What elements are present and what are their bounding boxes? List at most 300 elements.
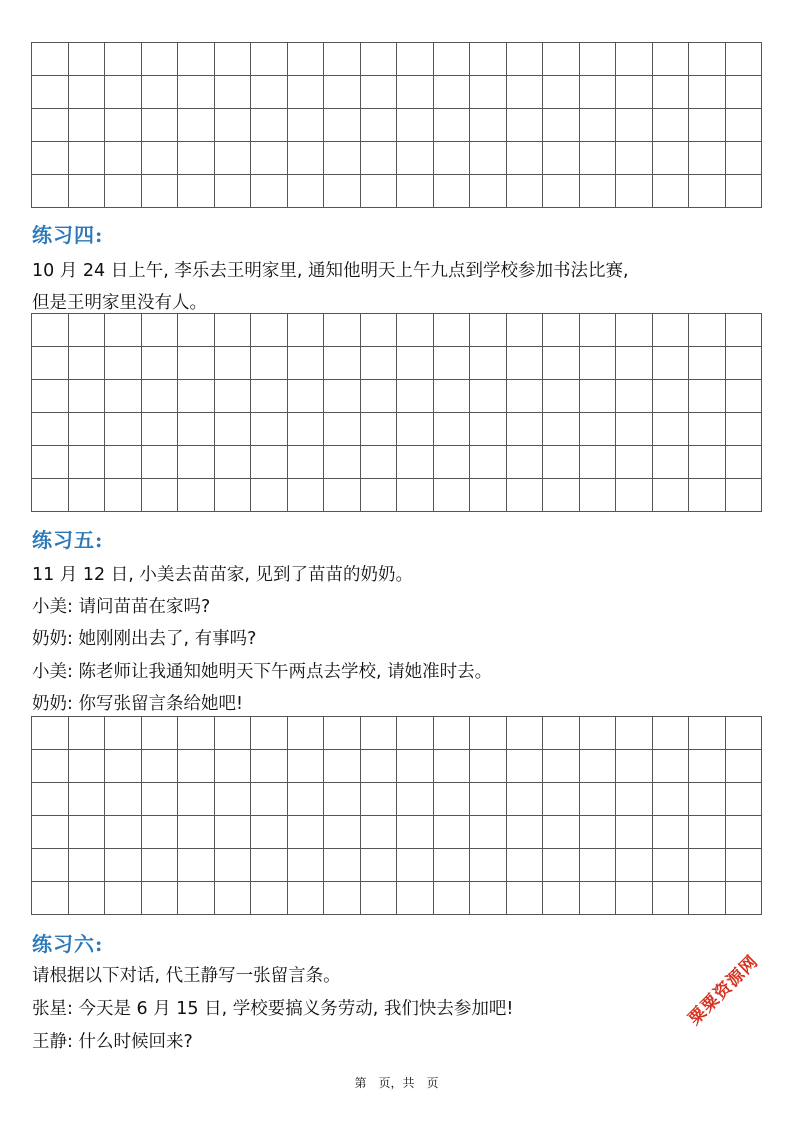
grid-cell: [69, 347, 106, 380]
grid-cell: [324, 109, 361, 142]
grid-cell: [434, 849, 471, 882]
grid-cell: [726, 347, 763, 380]
grid-cell: [507, 142, 544, 175]
grid-cell: [69, 783, 106, 816]
grid-cell: [142, 43, 179, 76]
grid-cell: [653, 175, 690, 208]
grid-cell: [616, 43, 653, 76]
grid-cell: [616, 175, 653, 208]
grid-cell: [251, 142, 288, 175]
grid-cell: [178, 380, 215, 413]
grid-cell: [470, 849, 507, 882]
grid-cell: [434, 76, 471, 109]
grid-cell: [689, 175, 726, 208]
grid-cell: [69, 750, 106, 783]
grid-cell: [434, 413, 471, 446]
grid-cell: [616, 750, 653, 783]
grid-cell: [324, 142, 361, 175]
grid-cell: [470, 142, 507, 175]
grid-cell: [178, 314, 215, 347]
grid-cell: [470, 109, 507, 142]
grid-cell: [653, 479, 690, 512]
grid-cell: [543, 783, 580, 816]
grid-cell: [105, 849, 142, 882]
grid-cell: [616, 849, 653, 882]
grid-cell: [361, 380, 398, 413]
grid-cell: [215, 347, 252, 380]
grid-cell: [470, 175, 507, 208]
grid-cell: [178, 783, 215, 816]
grid-cell: [324, 446, 361, 479]
grid-cell: [470, 413, 507, 446]
grid-cell: [543, 175, 580, 208]
grid-cell: [32, 43, 69, 76]
grid-cell: [543, 446, 580, 479]
grid-cell: [616, 717, 653, 750]
grid-cell: [580, 479, 617, 512]
grid-cell: [142, 76, 179, 109]
grid-cell: [653, 413, 690, 446]
grid-cell: [507, 750, 544, 783]
grid-cell: [397, 347, 434, 380]
grid-cell: [178, 43, 215, 76]
grid-cell: [543, 43, 580, 76]
grid-cell: [105, 413, 142, 446]
grid-cell: [251, 882, 288, 915]
grid-cell: [105, 446, 142, 479]
grid-cell: [616, 142, 653, 175]
grid-cell: [32, 479, 69, 512]
grid-cell: [434, 142, 471, 175]
grid-cell: [288, 882, 325, 915]
grid-cell: [361, 849, 398, 882]
grid-cell: [507, 479, 544, 512]
grid-cell: [580, 446, 617, 479]
grid-cell: [178, 816, 215, 849]
grid-cell: [361, 76, 398, 109]
grid-cell: [580, 175, 617, 208]
grid-cell: [543, 849, 580, 882]
grid-cell: [215, 413, 252, 446]
grid-cell: [434, 446, 471, 479]
grid-cell: [653, 347, 690, 380]
grid-cell: [616, 347, 653, 380]
grid-cell: [689, 849, 726, 882]
grid-cell: [178, 347, 215, 380]
grid-cell: [543, 413, 580, 446]
grid-cell: [689, 109, 726, 142]
grid-cell: [178, 142, 215, 175]
grid-cell: [215, 479, 252, 512]
grid-cell: [142, 347, 179, 380]
grid-cell: [251, 76, 288, 109]
grid-cell: [142, 109, 179, 142]
grid-cell: [105, 783, 142, 816]
grid-cell: [32, 717, 69, 750]
grid-cell: [324, 380, 361, 413]
section6-text-line-1: 请根据以下对话, 代王静写一张留言条。: [32, 966, 341, 986]
grid-cell: [142, 816, 179, 849]
grid-cell: [288, 717, 325, 750]
grid-cell: [69, 76, 106, 109]
grid-cell: [142, 142, 179, 175]
grid-cell: [69, 142, 106, 175]
grid-cell: [543, 142, 580, 175]
grid-cell: [470, 717, 507, 750]
grid-cell: [689, 479, 726, 512]
grid-cell: [324, 783, 361, 816]
grid-cell: [32, 347, 69, 380]
grid-cell: [288, 816, 325, 849]
grid-cell: [105, 142, 142, 175]
grid-cell: [580, 413, 617, 446]
grid-cell: [69, 175, 106, 208]
grid-cell: [142, 413, 179, 446]
grid-cell: [142, 479, 179, 512]
grid-cell: [288, 849, 325, 882]
grid-cell: [361, 816, 398, 849]
section5-text-line-5: 奶奶: 你写张留言条给她吧!: [32, 694, 243, 714]
grid-cell: [507, 175, 544, 208]
grid-cell: [105, 750, 142, 783]
grid-cell: [288, 142, 325, 175]
grid-cell: [288, 109, 325, 142]
grid-cell: [653, 717, 690, 750]
grid-cell: [653, 43, 690, 76]
grid-cell: [470, 76, 507, 109]
grid-cell: [215, 783, 252, 816]
grid-cell: [251, 849, 288, 882]
grid-cell: [470, 446, 507, 479]
grid-cell: [653, 783, 690, 816]
grid-cell: [507, 76, 544, 109]
page-footer: 第 页，共 页: [354, 1076, 439, 1090]
grid-cell: [397, 142, 434, 175]
grid-cell: [178, 717, 215, 750]
grid-cell: [361, 446, 398, 479]
grid-cell: [434, 750, 471, 783]
grid-cell: [616, 882, 653, 915]
grid-cell: [543, 717, 580, 750]
grid-cell: [543, 314, 580, 347]
grid-cell: [178, 446, 215, 479]
grid-cell: [616, 109, 653, 142]
grid-cell: [32, 413, 69, 446]
grid-cell: [470, 347, 507, 380]
watermark-stamp: 粟粟资源网: [684, 951, 763, 1030]
writing-grid-3: [31, 716, 762, 915]
grid-cell: [251, 380, 288, 413]
grid-cell: [580, 76, 617, 109]
section-heading-4: 练习四:: [32, 223, 104, 247]
grid-cell: [288, 347, 325, 380]
grid-cell: [543, 882, 580, 915]
grid-cell: [215, 750, 252, 783]
grid-cell: [324, 175, 361, 208]
grid-cell: [251, 750, 288, 783]
grid-cell: [361, 43, 398, 76]
grid-cell: [689, 142, 726, 175]
grid-cell: [689, 347, 726, 380]
grid-cell: [653, 750, 690, 783]
grid-cell: [69, 413, 106, 446]
grid-cell: [105, 76, 142, 109]
grid-cell: [178, 109, 215, 142]
grid-cell: [361, 783, 398, 816]
grid-cell: [616, 380, 653, 413]
grid-cell: [434, 479, 471, 512]
grid-cell: [616, 76, 653, 109]
grid-cell: [580, 783, 617, 816]
grid-cell: [726, 413, 763, 446]
grid-cell: [288, 43, 325, 76]
grid-cell: [507, 380, 544, 413]
grid-cell: [726, 783, 763, 816]
grid-cell: [69, 446, 106, 479]
grid-cell: [507, 446, 544, 479]
grid-cell: [361, 109, 398, 142]
grid-cell: [324, 347, 361, 380]
grid-cell: [543, 347, 580, 380]
grid-cell: [361, 142, 398, 175]
grid-cell: [726, 109, 763, 142]
grid-cell: [361, 750, 398, 783]
section5-text-line-1: 11 月 12 日, 小美去苗苗家, 见到了苗苗的奶奶。: [32, 565, 413, 585]
grid-cell: [215, 314, 252, 347]
grid-cell: [324, 43, 361, 76]
grid-cell: [69, 717, 106, 750]
section6-text-line-2: 张星: 今天是 6 月 15 日, 学校要搞义务劳动, 我们快去参加吧!: [32, 999, 514, 1019]
grid-cell: [361, 175, 398, 208]
grid-cell: [653, 109, 690, 142]
grid-cell: [397, 717, 434, 750]
grid-cell: [288, 750, 325, 783]
grid-cell: [580, 717, 617, 750]
grid-cell: [616, 314, 653, 347]
grid-cell: [215, 849, 252, 882]
grid-cell: [105, 380, 142, 413]
grid-cell: [288, 76, 325, 109]
grid-cell: [105, 109, 142, 142]
grid-cell: [434, 783, 471, 816]
grid-cell: [215, 109, 252, 142]
grid-cell: [580, 314, 617, 347]
section4-text-line-2: 但是王明家里没有人。: [32, 293, 207, 313]
grid-cell: [215, 882, 252, 915]
grid-cell: [507, 783, 544, 816]
grid-cell: [726, 750, 763, 783]
grid-cell: [543, 380, 580, 413]
grid-cell: [470, 43, 507, 76]
grid-cell: [580, 750, 617, 783]
grid-cell: [689, 380, 726, 413]
grid-cell: [32, 380, 69, 413]
grid-cell: [69, 849, 106, 882]
grid-cell: [397, 882, 434, 915]
grid-cell: [251, 717, 288, 750]
grid-cell: [580, 849, 617, 882]
grid-cell: [543, 109, 580, 142]
grid-cell: [507, 413, 544, 446]
grid-cell: [251, 446, 288, 479]
grid-cell: [653, 142, 690, 175]
grid-cell: [142, 717, 179, 750]
grid-cell: [653, 816, 690, 849]
grid-cell: [507, 109, 544, 142]
grid-cell: [689, 717, 726, 750]
grid-cell: [32, 314, 69, 347]
grid-cell: [616, 816, 653, 849]
grid-cell: [69, 109, 106, 142]
grid-cell: [726, 76, 763, 109]
grid-cell: [434, 717, 471, 750]
grid-cell: [726, 43, 763, 76]
grid-cell: [32, 175, 69, 208]
grid-cell: [324, 750, 361, 783]
grid-cell: [689, 76, 726, 109]
grid-cell: [69, 882, 106, 915]
grid-cell: [251, 175, 288, 208]
grid-cell: [397, 314, 434, 347]
grid-cell: [434, 175, 471, 208]
grid-cell: [507, 882, 544, 915]
section6-text-line-3: 王静: 什么时候回来?: [32, 1032, 193, 1052]
grid-cell: [142, 175, 179, 208]
section5-text-line-4: 小美: 陈老师让我通知她明天下午两点去学校, 请她准时去。: [32, 662, 493, 682]
grid-cell: [397, 750, 434, 783]
grid-cell: [397, 43, 434, 76]
grid-cell: [105, 479, 142, 512]
grid-cell: [142, 446, 179, 479]
grid-cell: [470, 816, 507, 849]
grid-cell: [178, 76, 215, 109]
grid-cell: [726, 717, 763, 750]
grid-cell: [434, 380, 471, 413]
grid-cell: [69, 314, 106, 347]
grid-cell: [105, 816, 142, 849]
grid-cell: [470, 380, 507, 413]
grid-cell: [288, 783, 325, 816]
grid-cell: [251, 413, 288, 446]
grid-cell: [543, 750, 580, 783]
grid-cell: [580, 347, 617, 380]
grid-cell: [689, 446, 726, 479]
section5-text-line-2: 小美: 请问苗苗在家吗?: [32, 597, 211, 617]
grid-cell: [653, 76, 690, 109]
grid-cell: [689, 43, 726, 76]
grid-cell: [288, 175, 325, 208]
grid-cell: [397, 479, 434, 512]
grid-cell: [215, 43, 252, 76]
grid-cell: [142, 314, 179, 347]
grid-cell: [32, 783, 69, 816]
grid-cell: [178, 479, 215, 512]
grid-cell: [361, 347, 398, 380]
grid-cell: [397, 413, 434, 446]
grid-cell: [178, 882, 215, 915]
grid-cell: [653, 849, 690, 882]
grid-cell: [580, 882, 617, 915]
grid-cell: [251, 783, 288, 816]
grid-cell: [726, 380, 763, 413]
grid-cell: [470, 783, 507, 816]
grid-cell: [105, 347, 142, 380]
grid-cell: [288, 446, 325, 479]
grid-cell: [215, 446, 252, 479]
grid-cell: [178, 175, 215, 208]
grid-cell: [434, 314, 471, 347]
grid-cell: [178, 849, 215, 882]
grid-cell: [397, 380, 434, 413]
grid-cell: [69, 380, 106, 413]
grid-cell: [580, 380, 617, 413]
grid-cell: [69, 816, 106, 849]
grid-cell: [726, 446, 763, 479]
grid-cell: [215, 142, 252, 175]
grid-cell: [507, 347, 544, 380]
grid-cell: [689, 413, 726, 446]
grid-cell: [324, 413, 361, 446]
grid-cell: [69, 479, 106, 512]
grid-cell: [178, 413, 215, 446]
grid-cell: [470, 314, 507, 347]
grid-cell: [726, 142, 763, 175]
grid-cell: [616, 446, 653, 479]
grid-cell: [105, 43, 142, 76]
grid-cell: [397, 816, 434, 849]
grid-cell: [470, 479, 507, 512]
grid-cell: [397, 849, 434, 882]
grid-cell: [507, 816, 544, 849]
grid-cell: [324, 314, 361, 347]
grid-cell: [726, 849, 763, 882]
grid-cell: [32, 882, 69, 915]
grid-cell: [616, 783, 653, 816]
grid-cell: [251, 314, 288, 347]
grid-cell: [653, 446, 690, 479]
grid-cell: [507, 43, 544, 76]
grid-cell: [324, 76, 361, 109]
grid-cell: [324, 816, 361, 849]
grid-cell: [32, 446, 69, 479]
grid-cell: [324, 849, 361, 882]
writing-grid-1: [31, 42, 762, 208]
grid-cell: [142, 882, 179, 915]
grid-cell: [580, 43, 617, 76]
grid-cell: [32, 142, 69, 175]
grid-cell: [251, 816, 288, 849]
grid-cell: [434, 109, 471, 142]
grid-cell: [288, 380, 325, 413]
grid-cell: [142, 849, 179, 882]
grid-cell: [689, 314, 726, 347]
grid-cell: [32, 109, 69, 142]
grid-cell: [726, 175, 763, 208]
grid-cell: [726, 816, 763, 849]
grid-cell: [251, 479, 288, 512]
grid-cell: [361, 479, 398, 512]
grid-cell: [142, 380, 179, 413]
grid-cell: [726, 479, 763, 512]
section-heading-6: 练习六:: [32, 932, 104, 956]
grid-cell: [105, 314, 142, 347]
writing-grid-2: [31, 313, 762, 512]
grid-cell: [507, 849, 544, 882]
grid-cell: [543, 816, 580, 849]
grid-cell: [397, 783, 434, 816]
grid-cell: [689, 750, 726, 783]
grid-cell: [616, 479, 653, 512]
